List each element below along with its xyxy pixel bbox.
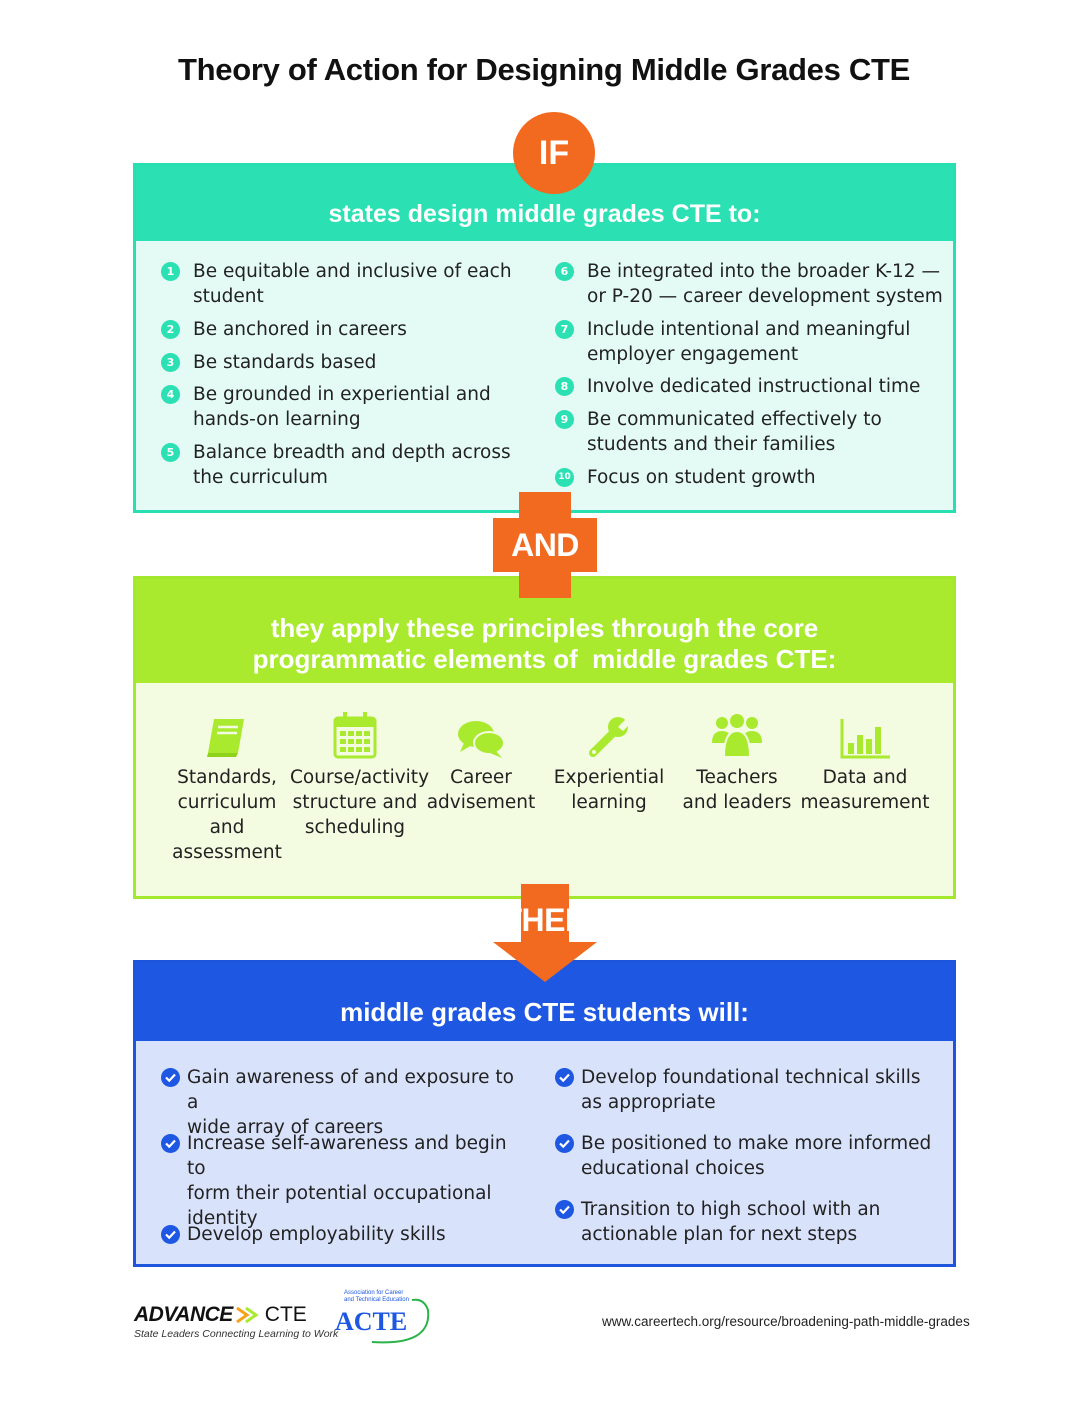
chat-bubbles-icon	[416, 707, 546, 759]
book-icon	[162, 707, 292, 759]
list-item: Transition to high school with an actionable plan for next steps	[555, 1197, 880, 1247]
checkmark-icon	[555, 1134, 574, 1153]
and-badge: AND	[493, 492, 597, 598]
element-label: Course/activity structure and scheduling	[290, 767, 430, 838]
element-label: Standards, curriculum and assessment	[172, 767, 282, 863]
element-standards	[162, 707, 292, 865]
checkmark-icon	[555, 1068, 574, 1087]
list-item: 2 Be anchored in careers	[161, 317, 407, 342]
then-header: middle grades CTE students will:	[136, 963, 953, 1041]
checkmark-icon	[161, 1134, 180, 1153]
element-course-activity	[290, 707, 430, 840]
if-header: states design middle grades CTE to:	[136, 166, 953, 241]
bar-chart-icon	[800, 707, 930, 759]
page-title: Theory of Action for Designing Middle Grades CTE	[178, 52, 910, 87]
people-group-icon	[672, 707, 802, 759]
element-label: Career advisement	[426, 767, 536, 813]
element-career-advisement	[416, 707, 546, 815]
list-item: 6 Be integrated into the broader K-12 — or P-20 — career development system	[555, 259, 943, 309]
list-item: Develop foundational technical skills as appropriate	[555, 1065, 921, 1115]
and-header: they apply these principles through the core programmatic elements of middle grades CTE:	[136, 579, 953, 683]
and-section	[133, 576, 956, 899]
programmatic-elements	[136, 707, 953, 887]
list-item: Develop employability skills	[161, 1222, 446, 1247]
element-teachers-leaders	[672, 707, 802, 815]
element-experiential-learning	[544, 707, 674, 815]
checkmark-icon	[161, 1225, 180, 1244]
acte-logo: Association for Career and Technical Education ACTE	[332, 1290, 437, 1346]
list-item: 8 Involve dedicated instructional time	[555, 374, 920, 399]
then-section	[133, 960, 956, 1267]
resource-url[interactable]: www.careertech.org/resource/broadening-path-middle-grades	[602, 1314, 970, 1329]
list-item: 3 Be standards based	[161, 350, 376, 375]
list-item: 9 Be communicated effectively to students and their families	[555, 407, 882, 457]
list-item: 10 Focus on student growth	[555, 465, 816, 490]
calendar-icon	[290, 707, 420, 759]
then-badge: THEN	[493, 884, 597, 982]
element-data-measurement	[800, 707, 930, 815]
if-badge: IF	[513, 112, 595, 194]
checkmark-icon	[161, 1068, 180, 1087]
list-item: Increase self-awareness and begin to form their potential occupational identity	[161, 1131, 531, 1231]
list-item: 4 Be grounded in experiential and hands-on learning	[161, 382, 491, 432]
element-label: Teachers and leaders	[682, 767, 792, 813]
element-label: Data and measurement	[800, 767, 930, 813]
list-item: Be positioned to make more informed educational choices	[555, 1131, 931, 1181]
list-item: Gain awareness of and exposure to a wide array of careers	[161, 1065, 531, 1140]
checkmark-icon	[555, 1200, 574, 1219]
chevron-right-icon	[235, 1306, 263, 1324]
wrench-icon	[544, 707, 674, 759]
list-item: 7 Include intentional and meaningful employer engagement	[555, 317, 910, 367]
list-item: 5 Balance breadth and depth across the curriculum	[161, 440, 511, 490]
list-item: 1 Be equitable and inclusive of each student	[161, 259, 512, 309]
element-label: Experiential learning	[553, 767, 665, 813]
if-section	[133, 163, 956, 513]
advance-cte-logo: ADVANCE CTE State Leaders Connecting Learning to Work	[134, 1303, 339, 1340]
